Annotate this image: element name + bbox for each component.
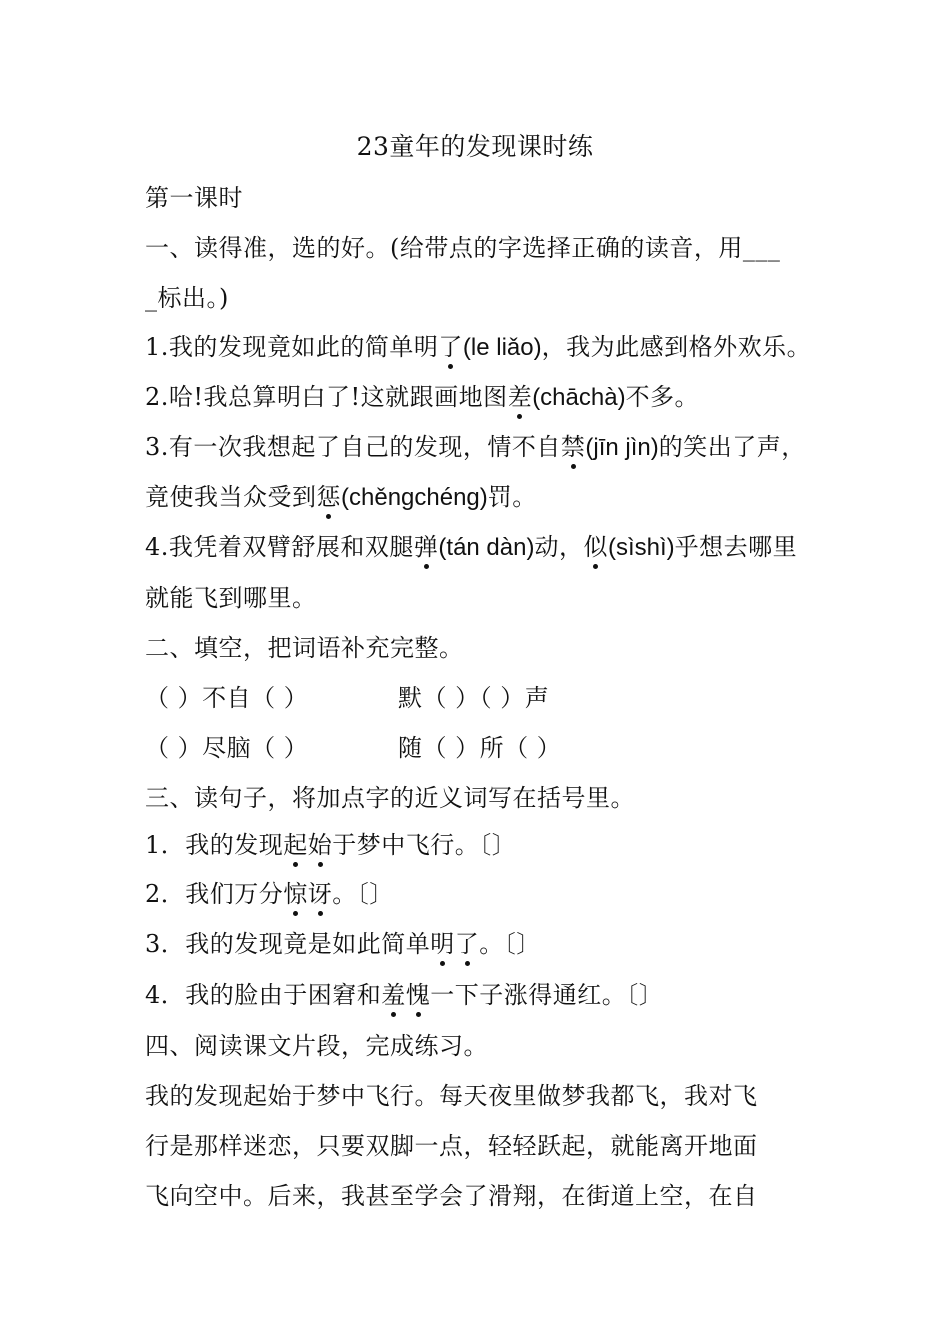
question-text: 3.有一次我想起了自己的发现，情不自 xyxy=(145,433,561,461)
sentence-2 xyxy=(145,879,394,909)
dotted-char: 差 xyxy=(507,383,533,411)
question-text: 动， xyxy=(534,533,584,561)
section1-heading-cont: _标出。) xyxy=(145,284,229,312)
passage-line: 行是那样迷恋，只要双脚一点，轻轻跃起，就能离开地面 xyxy=(145,1132,758,1160)
sentence-text: 一下子涨得通红。〔〕 xyxy=(430,981,664,1009)
dotted-char: 似 xyxy=(583,533,608,561)
pinyin-options: (jīn jìn) xyxy=(585,434,659,461)
sentence-4 xyxy=(145,980,663,1010)
passage-line: 飞向空中。后来，我甚至学会了滑翔，在街道上空，在自 xyxy=(145,1182,758,1210)
dotted-char: 明 xyxy=(430,930,455,958)
pinyin-options: (chāchà) xyxy=(532,384,626,411)
question-text: 的笑出了声， xyxy=(658,433,806,461)
question-text: 4.我凭着双臂舒展和双腿 xyxy=(145,533,414,561)
dotted-char: 讶 xyxy=(307,880,333,908)
sentence-text: 3．我的发现竟是如此简单 xyxy=(145,930,431,958)
section2-heading: 二、填空，把词语补充完整。 xyxy=(145,634,464,662)
fill-blank-idiom: （ ）不自（ ） xyxy=(145,684,309,712)
sentence-1 xyxy=(145,830,516,860)
dotted-char: 愧 xyxy=(405,981,431,1009)
fill-blank-idiom: （ ）尽脑（ ） xyxy=(145,734,309,762)
lesson-label: 第一课时 xyxy=(145,184,243,212)
section1-heading: 一、读得准，选的好。(给带点的字选择正确的读音，用___ xyxy=(145,234,781,262)
question-4-cont: 就能飞到哪里。 xyxy=(145,584,317,612)
dotted-char: 起 xyxy=(283,831,308,859)
question-2 xyxy=(145,382,699,413)
pinyin-options: (sìshì) xyxy=(607,534,675,561)
sentence-text: 于梦中飞行。〔〕 xyxy=(332,831,517,859)
question-text: 不多。 xyxy=(625,383,700,411)
dotted-char: 始 xyxy=(307,831,333,859)
pinyin-options: (le liǎo) xyxy=(462,334,542,361)
question-3-cont xyxy=(145,482,537,513)
dotted-char: 了 xyxy=(438,333,463,361)
question-4 xyxy=(145,532,797,563)
question-text: 乎想去哪里 xyxy=(674,533,798,561)
sentence-text: 。〔〕 xyxy=(479,930,541,958)
section4-heading: 四、阅读课文片段，完成练习。 xyxy=(145,1032,488,1060)
sentence-text: 4．我的脸由于困窘和 xyxy=(145,981,382,1009)
sentence-text: 2．我们万分 xyxy=(145,880,284,908)
pinyin-options: (chěngchéng) xyxy=(341,484,488,511)
question-3 xyxy=(145,432,806,463)
sentence-text: 1．我的发现 xyxy=(145,831,284,859)
page-title: 23童年的发现课时练 xyxy=(356,132,594,161)
dotted-char: 弹 xyxy=(413,533,439,561)
question-text: 1.我的发现竟如此的简单明 xyxy=(145,333,439,361)
question-text: 竟使我当众受到 xyxy=(145,483,317,511)
question-text: ，我为此感到格外欢乐。 xyxy=(541,333,812,361)
question-text: 罚。 xyxy=(487,483,537,511)
pinyin-options: (tán dàn) xyxy=(438,534,535,561)
dotted-char: 了 xyxy=(454,930,480,958)
sentence-text: 。〔〕 xyxy=(332,880,394,908)
dotted-char: 羞 xyxy=(381,981,406,1009)
passage-line: 我的发现起始于梦中飞行。每天夜里做梦我都飞，我对飞 xyxy=(145,1082,758,1110)
sentence-3 xyxy=(145,929,541,959)
section3-heading: 三、读句子，将加点字的近义词写在括号里。 xyxy=(145,784,635,812)
fill-blank-idiom: 默（ ）（ ）声 xyxy=(398,684,550,712)
question-text: 2.哈!我总算明白了!这就跟画地图 xyxy=(145,383,508,411)
dotted-char: 惩 xyxy=(316,483,341,511)
dotted-char: 禁 xyxy=(560,433,586,461)
question-1 xyxy=(145,332,811,363)
fill-blank-idiom: 随（ ）所（ ） xyxy=(398,734,562,762)
dotted-char: 惊 xyxy=(283,880,308,908)
